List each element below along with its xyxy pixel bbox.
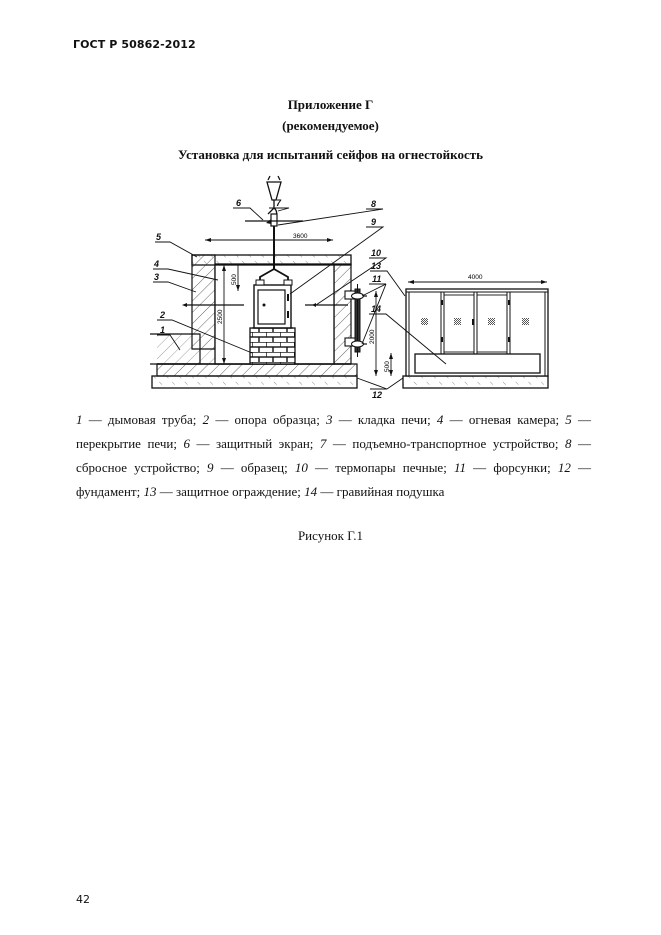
- legend-item-text: — кладка печи;: [332, 412, 437, 427]
- legend-item-number: 3: [326, 412, 333, 427]
- callout-4: 4: [154, 259, 160, 269]
- legend-item-text: — подъемно-транспортное устройство;: [326, 436, 565, 451]
- dimension-cushion-height: [384, 353, 393, 376]
- legend-item-text: — дымовая труба;: [82, 412, 203, 427]
- page-number: 42: [76, 893, 90, 906]
- legend-item: [207, 460, 295, 475]
- dimension-label-500-top: 500: [231, 274, 238, 285]
- legend-item-number: 7: [319, 436, 327, 451]
- dimension-label-4000: 4000: [468, 274, 483, 281]
- legend-item-text: — сбросное устройство;: [76, 436, 592, 475]
- callout-14: 14: [371, 304, 382, 314]
- callout-3: 3: [154, 272, 160, 282]
- legend-item-number: 5: [565, 412, 572, 427]
- legend-item: [143, 484, 304, 499]
- figure-title: Установка для испытаний сейфов на огнестойкость: [177, 147, 484, 162]
- dimension-label-500-bottom: 500: [384, 361, 391, 372]
- legend-item-text: — огневая камера;: [443, 412, 566, 427]
- legend-item-text: — защитный экран;: [189, 436, 320, 451]
- legend-item-number: 2: [202, 412, 210, 427]
- legend-item-text: — термопары печные;: [307, 460, 454, 475]
- callout-11: 11: [372, 274, 382, 284]
- legend-item-number: 11: [453, 460, 467, 475]
- callout-13: 13: [371, 261, 382, 271]
- appendix-title: Приложение Г: [287, 97, 374, 112]
- legend-item: [203, 412, 326, 427]
- callout-6: 6: [236, 198, 242, 208]
- callout-9: 9: [371, 217, 377, 227]
- legend-item-text: — гравийная подушка: [317, 484, 445, 499]
- legend-item-text: — образец;: [213, 460, 295, 475]
- safe-sample: [252, 285, 293, 328]
- legend-item-number: 13: [143, 484, 157, 499]
- legend-item-number: 8: [565, 436, 572, 451]
- legend-item-text: — форсунки;: [466, 460, 558, 475]
- dimension-fence-width: [408, 274, 547, 284]
- dimension-label-3600: 3600: [293, 233, 308, 240]
- appendix-status: (рекомендуемое): [282, 118, 379, 133]
- legend-item-text: — защитное ограждение;: [156, 484, 305, 499]
- document-header: ГОСТ Р 50862-2012: [73, 38, 196, 51]
- legend-item-number: 12: [557, 460, 571, 475]
- callout-2: 2: [160, 310, 166, 320]
- callout-5: 5: [156, 232, 162, 242]
- legend-item-number: 14: [304, 484, 318, 499]
- callout-8: 8: [371, 199, 377, 209]
- callout-10: 10: [371, 248, 382, 258]
- legend-item: [304, 484, 444, 499]
- legend-item-number: 10: [294, 460, 308, 475]
- dimension-label-2500: 2500: [217, 309, 224, 324]
- legend-item: [454, 460, 558, 475]
- legend-item: [183, 436, 319, 451]
- callout-1: 1: [160, 325, 166, 335]
- figure-caption: Рисунок Г.1: [297, 528, 364, 543]
- callout-7: 7: [276, 198, 282, 208]
- legend-item-text: — фундамент;: [76, 460, 592, 499]
- foundation-left: [152, 376, 357, 388]
- furnace-cover: [192, 255, 351, 265]
- legend-item: [76, 412, 203, 427]
- gravel-cushion: [415, 354, 540, 373]
- legend-item-number: 1: [76, 412, 83, 427]
- legend-item-text: — перекрытие печи;: [76, 412, 591, 451]
- legend-item: [437, 412, 565, 427]
- legend-item: [320, 436, 565, 451]
- legend-item-text: — опора образца;: [209, 412, 327, 427]
- sample-support: [250, 328, 295, 364]
- foundation-right: [403, 376, 548, 388]
- dimension-screen-width: [205, 233, 333, 242]
- figure-legend: [76, 408, 591, 504]
- legend-item-number: 4: [436, 412, 444, 427]
- dimension-label-2000: 2000: [369, 329, 376, 344]
- legend-item: [326, 412, 437, 427]
- callout-12: 12: [372, 390, 383, 400]
- fire-test-installation-diagram: [140, 172, 570, 400]
- legend-item: [295, 460, 454, 475]
- legend-item-number: 9: [207, 460, 214, 475]
- legend-item-number: 6: [183, 436, 190, 451]
